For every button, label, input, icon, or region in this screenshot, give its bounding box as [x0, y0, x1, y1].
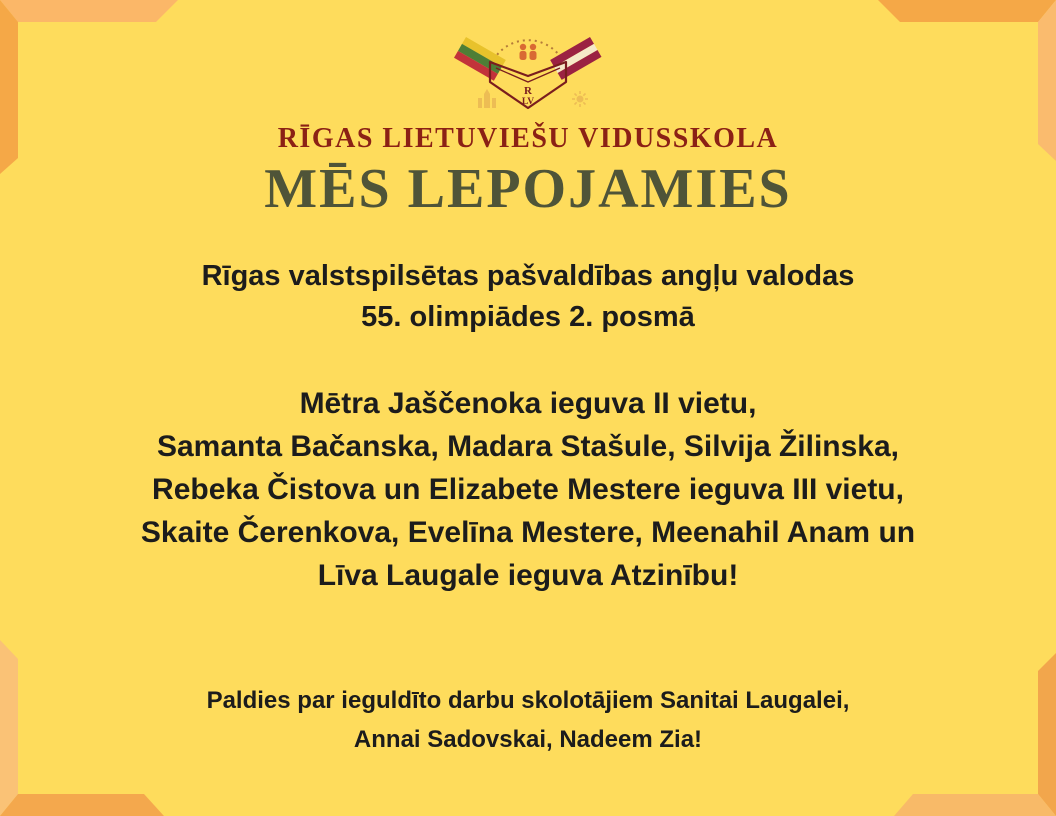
results-line-4: Skaite Čerenkova, Evelīna Mestere, Meenahil Anam un	[140, 516, 916, 549]
students-icon	[520, 44, 537, 60]
school-name: RĪGAS LIETUVIEŠU VIDUSSKOLA	[277, 123, 779, 154]
headline: MĒS LEPOJAMIES	[264, 158, 792, 220]
logo-monogram-lv: LV	[521, 97, 535, 107]
castle-icon	[478, 89, 496, 108]
sun-icon	[572, 91, 588, 107]
event-line-1: Rīgas valstspilsētas pašvaldības angļu valodas	[201, 260, 855, 292]
thanks-line-2: Annai Sadovskai, Nadeem Zia!	[353, 726, 703, 753]
results-line-2: Samanta Bačanska, Madara Stašule, Silvija Žilinska,	[156, 430, 900, 463]
logo-monogram-r: R	[524, 85, 532, 97]
school-logo	[453, 30, 603, 114]
event-line-2: 55. olimpiādes 2. posmā	[361, 301, 695, 333]
lithuanian-flag-icon	[454, 37, 506, 81]
results-line-5: Līva Laugale ieguva Atzinību!	[317, 559, 739, 592]
thanks-block	[207, 681, 850, 759]
event-block	[202, 256, 855, 338]
results-line-3: Rebeka Čistova un Elizabete Mestere ieguva III vietu,	[152, 473, 904, 506]
results-line-1: Mētra Jaščenoka ieguva II vietu,	[299, 387, 757, 420]
results-block	[141, 382, 915, 597]
latvian-flag-icon	[550, 37, 601, 80]
thanks-line-1: Paldies par ieguldīto darbu skolotājiem Sanitai Laugalei,	[206, 687, 850, 714]
